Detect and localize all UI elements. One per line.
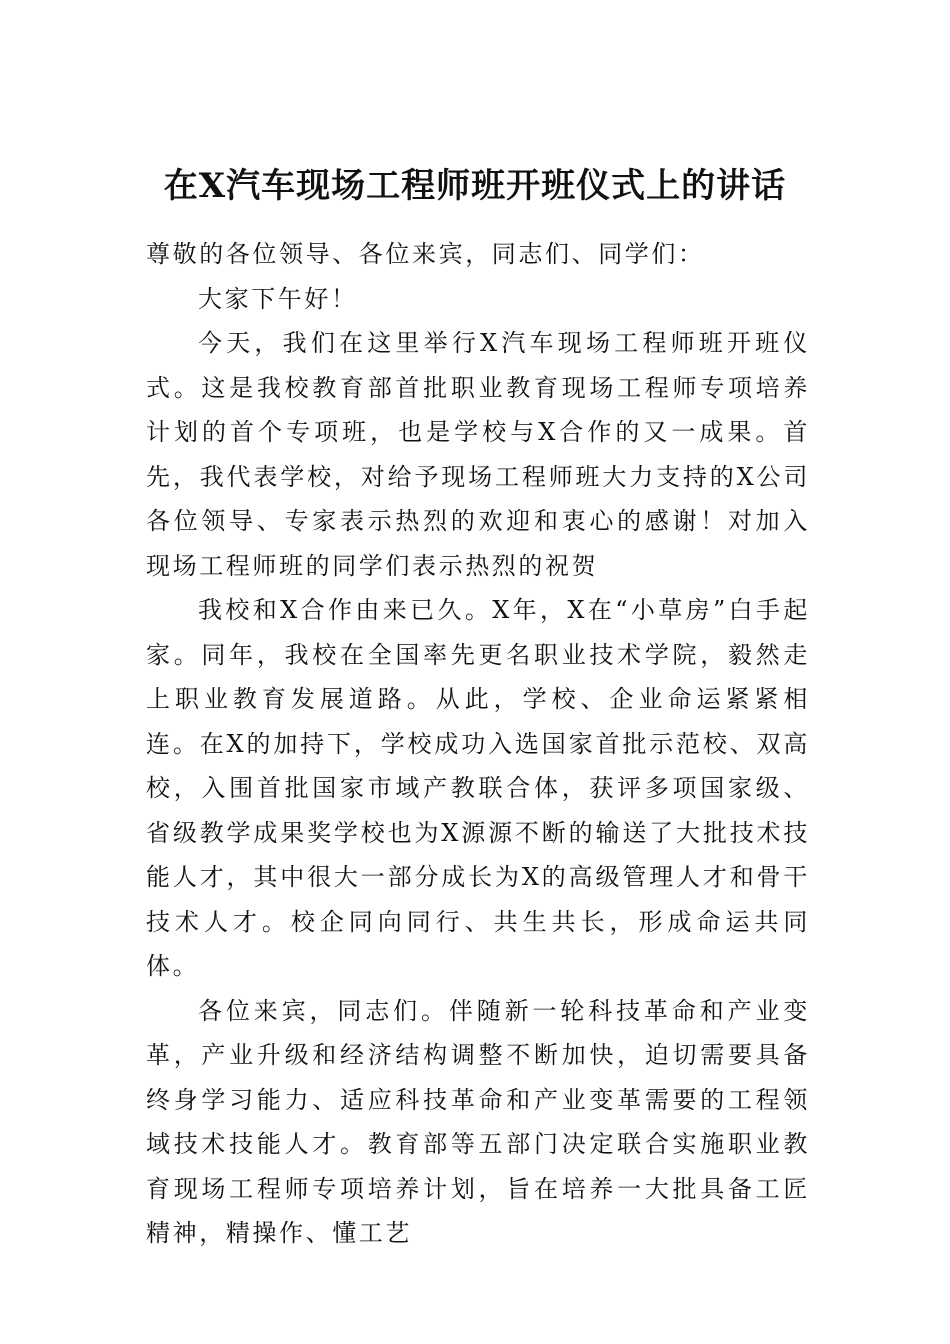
body-paragraph: 今天，我们在这里举行X汽车现场工程师班开班仪式。这是我校教育部首批职业教育现场工程师专项培养计划的首个专项班，也是学校与X合作的又一成果。首先，我代表学校，对给予现场工程师班大力支持的X公司各位领导、专家表示热烈的欢迎和衷心的感谢！对加入现场工程师班的同学们表示热烈的祝贺 bbox=[146, 329, 810, 580]
salutation-paragraph: 尊敬的各位领导、各位来宾，同志们、同学们： bbox=[146, 240, 705, 268]
document-body bbox=[146, 232, 810, 1256]
body-paragraph: 我校和X合作由来已久。X年，X在“小草房”白手起家。同年，我校在全国率先更名职业技术学院，毅然走上职业教育发展道路。从此，学校、企业命运紧紧相连。在X的加持下，学校成功入选国家首批示范校、双高校，入围首批国家市域产教联合体，获评多项国家级、省级教学成果奖学校也为X源源不断的输送了大批技术技能人才，其中很大一部分成长为X的高级管理人才和骨干技术人才。校企同向同行、共生共长，形成命运共同体。 bbox=[146, 596, 810, 980]
greeting-paragraph: 大家下午好！ bbox=[198, 284, 358, 313]
document-title: 在X汽车现场工程师班开班仪式上的讲话 bbox=[163, 166, 787, 206]
body-paragraph: 各位来宾，同志们。伴随新一轮科技革命和产业变革，产业升级和经济结构调整不断加快，迫切需要具备终身学习能力、适应科技革命和产业变革需要的工程领域技术技能人才。教育部等五部门决定联合实施职业教育现场工程师专项培养计划，旨在培养一大批具备工匠精神，精操作、懂工艺 bbox=[146, 996, 810, 1247]
